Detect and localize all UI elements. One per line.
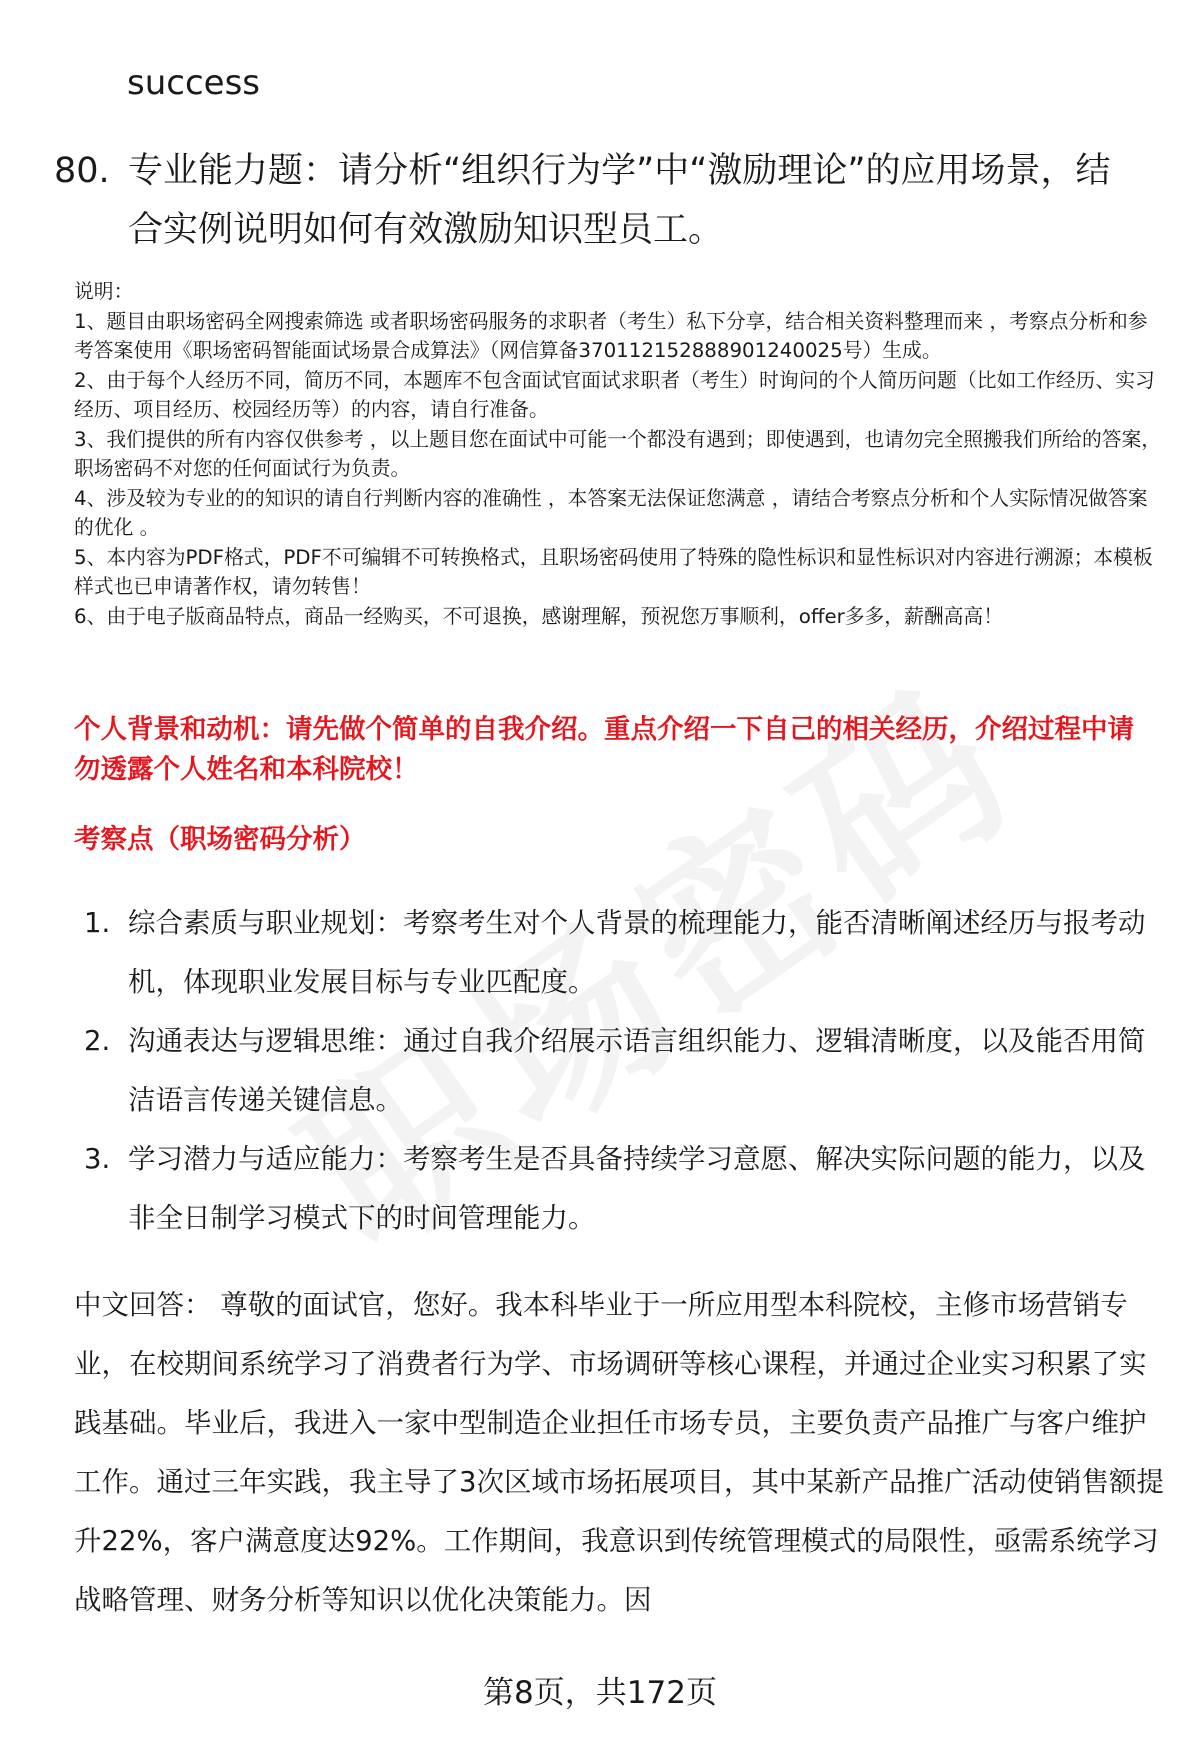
analysis-point: [84, 1012, 1164, 1130]
analysis-heading: 考察点（职场密码分析）: [74, 824, 366, 855]
point-number: 1.: [84, 907, 111, 939]
notes-item: 5、本内容为PDF格式，PDF不可编辑不可转换格式，且职场密码使用了特殊的隐性标识和显性标识对内容进行溯源；本模板样式也已申请著作权，请勿转售！: [74, 545, 1153, 598]
notes-block: [74, 277, 1164, 631]
page-footer: 第8页，共172页: [483, 1675, 717, 1711]
notes-item: 4、涉及较为专业的的知识的请自行判断内容的准确性 ，本答案无法保证您满意 ，请结合考察点分析和个人实际情况做答案的优化 。: [74, 486, 1148, 539]
notes-item: 6、由于电子版商品特点，商品一经购买，不可退换，感谢理解，预祝您万事顺利，offer多多，薪酬高高！: [74, 604, 1003, 628]
notes-item: 2、由于每个人经历不同，简历不同，本题库不包含面试官面试求职者（考生）时询问的个人简历问题（比如工作经历、实习经历、项目经历、校园经历等）的内容，请自行准备。: [74, 368, 1155, 421]
notes-item: 1、题目由职场密码全网搜索筛选 或者职场密码服务的求职者（考生）私下分享，结合相关资料整理而来 ，考察点分析和参考答案使用《职场密码智能面试场景合成算法》（网信算备37011215288890124002​5号）生成。: [74, 309, 1148, 362]
question-block: [54, 142, 1114, 260]
previous-answer-tail: success: [127, 63, 260, 103]
analysis-points: [84, 894, 1164, 1248]
section-heading: 个人背景和动机：请先做个简单的自我介绍。重点介绍一下自己的相关经历，介绍过程中请勿透露个人姓名和本科院校！: [74, 714, 1134, 785]
point-number: 3.: [84, 1143, 111, 1175]
notes-title: 说明：: [74, 280, 134, 303]
answer-text: 中文回答： 尊敬的面试官，您好。我本科毕业于一所应用型本科院校，主修市场营销专业，在校期间系统学习了消费者行为学、市场调研等核心课程，并通过企业实习积累了实践基础。毕业后，我进入一家中型制造企业担任市场专员，主要负责产品推广与客户维护工作。通过三年实践，我主导了3次区域市场拓展项目，其中某新产品推广活动使销售额提升22%，客户满意度达92%。工作期间，我意识到传统管理模式的局限性，亟需系统学习战略管理、财务分析等知识以优化决策能力。因: [74, 1289, 1164, 1616]
point-text: 沟通表达与逻辑思维：通过自我介绍展示语言组织能力、逻辑清晰度，以及能否用简洁语言传递关键信息。: [128, 1025, 1146, 1116]
point-number: 2.: [84, 1025, 111, 1057]
analysis-point: [84, 894, 1164, 1012]
point-text: 综合素质与职业规划：考察考生对个人背景的梳理能力，能否清晰阐述经历与报考动机，体现职业发展目标与专业匹配度。: [128, 907, 1146, 998]
notes-item: 3、我们提供的所有内容仅供参考 ，以上题目您在面试中可能一个都没有遇到；即使遇到，也请勿完全照搬我们所给的答案，职场密码不对您的任何面试行为负责。: [74, 427, 1162, 480]
question-text: 专业能力题：请分析“组织行为学”中“激励理论”的应用场景，结合实例说明如何有效激励知识型员工。: [128, 151, 1111, 250]
question-number: 80.: [54, 151, 110, 191]
point-text: 学习潜力与适应能力：考察考生是否具备持续学习意愿、解决实际问题的能力，以及非全日制学习模式下的时间管理能力。: [128, 1143, 1146, 1234]
analysis-point: [84, 1130, 1164, 1248]
